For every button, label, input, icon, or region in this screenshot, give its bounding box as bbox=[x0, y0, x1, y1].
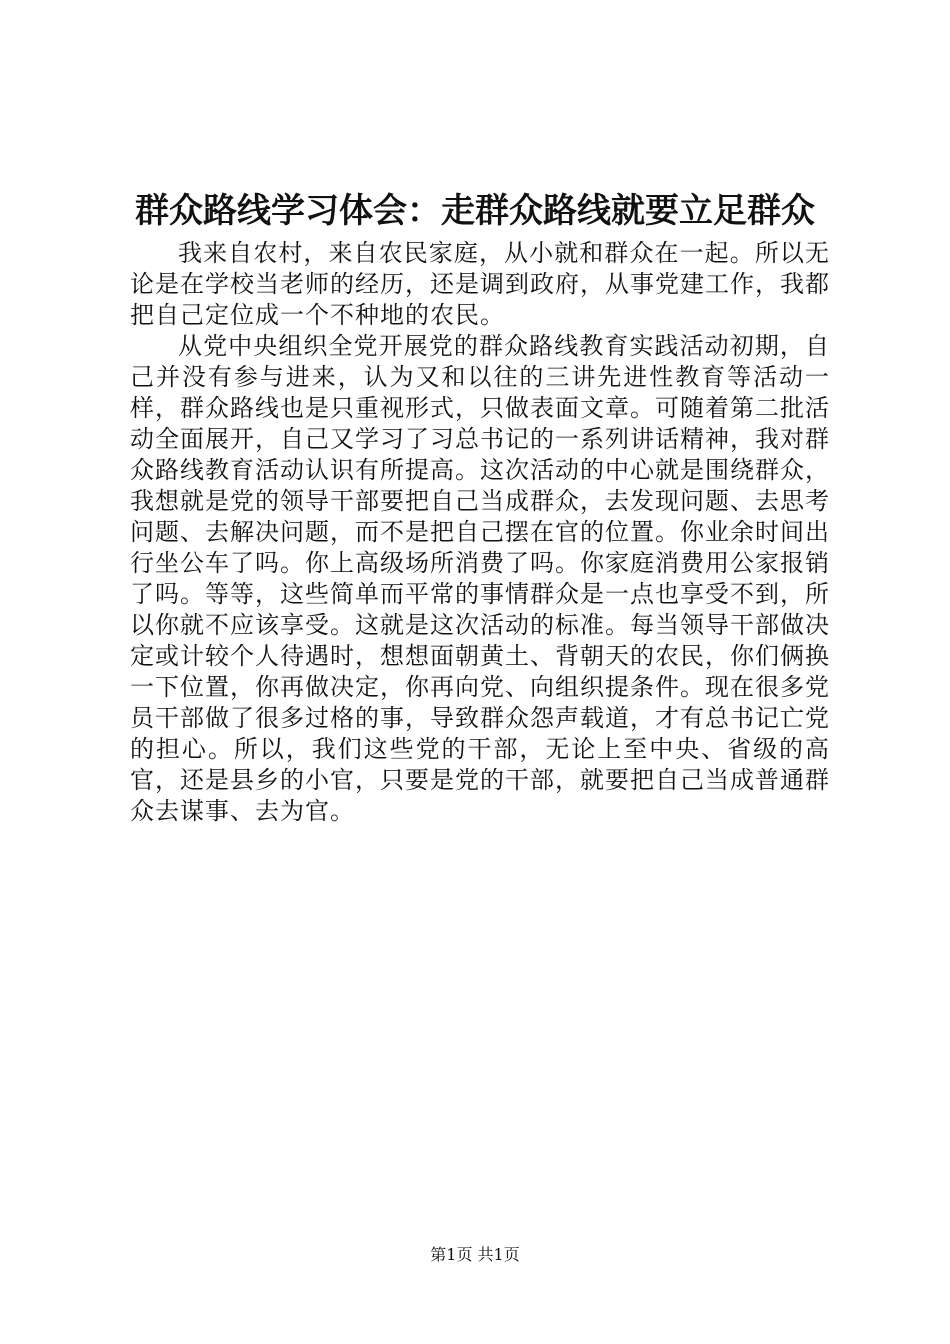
document-body bbox=[130, 238, 830, 827]
document-title: 群众路线学习体会：走群众路线就要立足群众 bbox=[135, 191, 815, 231]
paragraph-2: 从党中央组织全党开展党的群众路线教育实践活动初期，自己并没有参与进来，认为又和以往的三讲先进性教育等活动一样，群众路线也是只重视形式，只做表面文章。可随着第二批活动全面展开，自己又学习了习总书记的一系列讲话精神，我对群众路线教育活动认识有所提高。这次活动的中心就是围绕群众，我想就是党的领导干部要把自己当成群众，去发现问题、去思考问题、去解决问题，而不是把自己摆在官的位置。你业余时间出行坐公车了吗。你上高级场所消费了吗。你家庭消费用公家报销了吗。等等，这些简单而平常的事情群众是一点也享受不到，所以你就不应该享受。这就是这次活动的标准。每当领导干部做决定或计较个人待遇时，想想面朝黄土、背朝天的农民，你们俩换一下位置，你再做决定，你再向党、向组织提条件。现在很多党员干部做了很多过格的事，导致群众怨声载道，才有总书记亡党的担心。所以，我们这些党的干部，无论上至中央、省级的高官，还是县乡的小官，只要是党的干部，就要把自己当成普通群众去谋事、去为官。 bbox=[130, 332, 830, 825]
page-footer: 第1页 共1页 bbox=[430, 1245, 520, 1264]
paragraph-1: 我来自农村，来自农民家庭，从小就和群众在一起。所以无论是在学校当老师的经历，还是调到政府，从事党建工作，我都把自己定位成一个不种地的农民。 bbox=[130, 239, 830, 329]
